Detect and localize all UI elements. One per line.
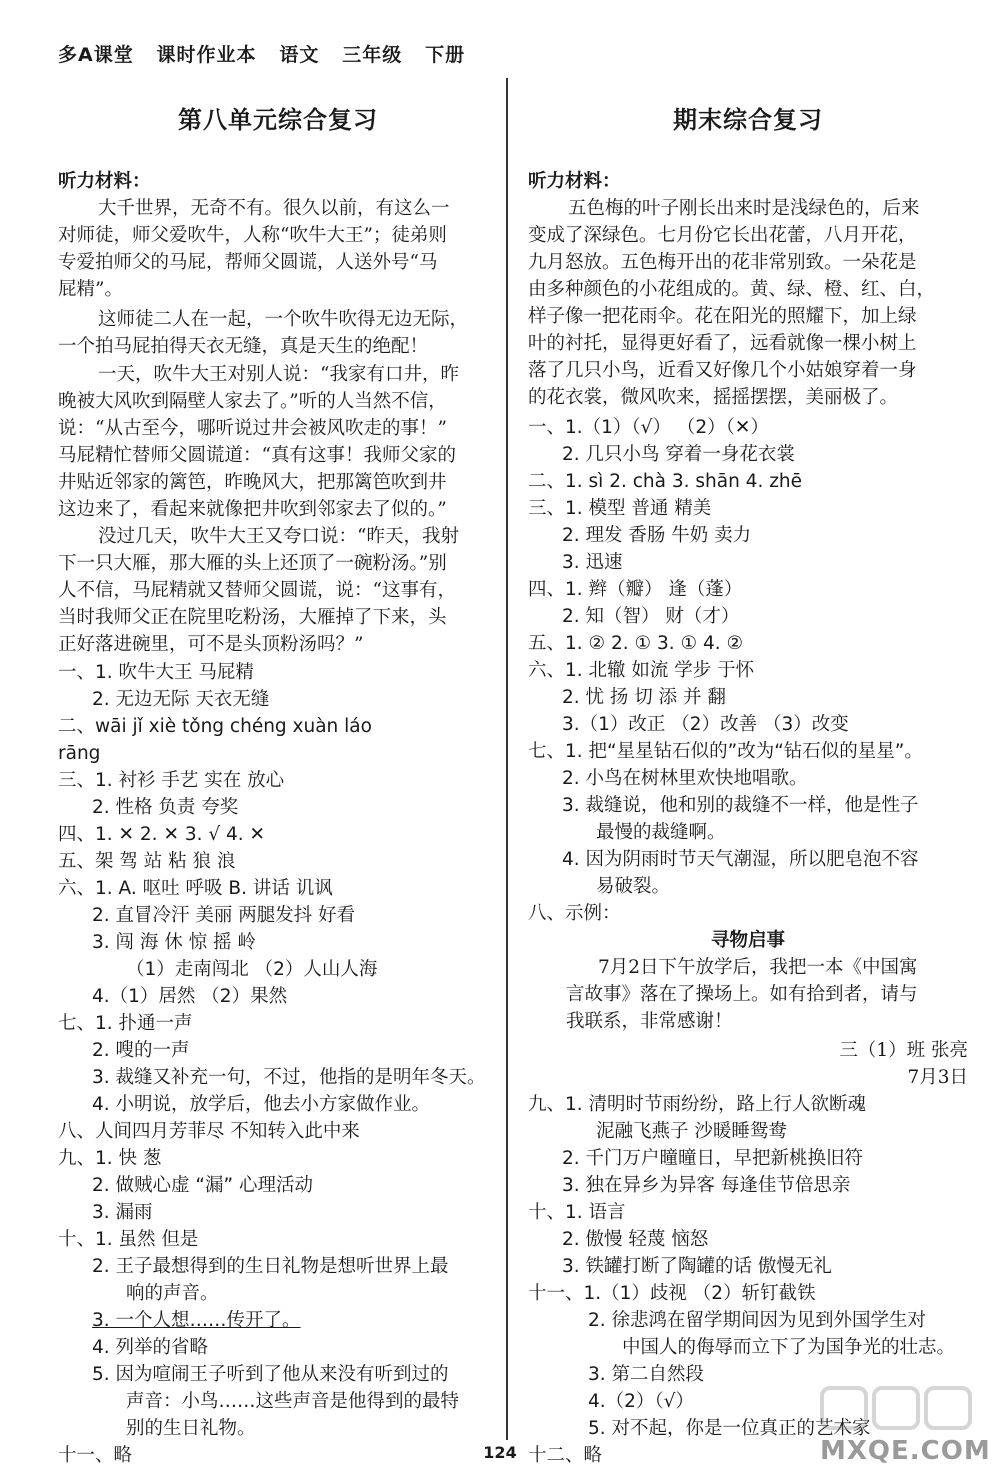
book-header: 多A课堂 课时作业本 语文 三年级 下册 [58, 44, 466, 66]
left-text-line: 3. 漏雨 [92, 1202, 153, 1223]
right-text-line: 4. 因为阴雨时节天气潮湿，所以肥皂泡不容 [562, 849, 919, 870]
right-text-line: 5. 对不起，你是一位真正的艺术家 [588, 1418, 871, 1439]
page-number: 124 [483, 1443, 517, 1462]
watermark-text: MXQE.COM [820, 1436, 991, 1466]
left-text-line: 人不信，马屁精就又替师父圆谎，说：“这事有， [58, 580, 456, 601]
left-text-line: 4.（1）居然 （2）果然 [92, 986, 288, 1007]
left-text-line: 2. 无边无际 天衣无缝 [92, 689, 270, 710]
left-text-line: 专爱拍师父的马屁，帮师父圆谎，人送外号“马 [58, 252, 438, 273]
right-text-line: 3. 独在异乡为异客 每逢佳节倍思亲 [562, 1175, 851, 1196]
right-text-line: 五、1. ② 2. ① 3. ① 4. ② [528, 633, 744, 654]
right-text-line: 四、1. 辫（瓣） 逢（蓬） [528, 579, 743, 600]
left-text-line: 没过几天，吹牛大王又夸口说：“昨天，我射 [98, 526, 459, 547]
left-text-line: 八、人间四月芳菲尽 不知转入此中来 [58, 1121, 360, 1142]
left-text-line: 二、wāi jǐ xiè tǒng chéng xuàn láo [58, 716, 372, 737]
right-text-line: 2. 忧 扬 切 添 并 翻 [562, 687, 726, 708]
left-text-line: rāng [58, 743, 101, 764]
right-text-line: 2. 几只小鸟 穿着一身花衣裳 [562, 444, 795, 465]
left-text-line: 4. 列举的省略 [92, 1337, 209, 1358]
left-text-line: 5. 因为喧闹王子听到了他从来没有听到过的 [92, 1364, 449, 1385]
left-text-line: 下一只大雁，那大雁的头上还顶了一碗粉汤。”别 [58, 553, 447, 574]
left-text-line: 3. 一个人想……传开了。 [92, 1310, 301, 1331]
right-text-line: 八、示例： [528, 903, 621, 924]
right-text-line: 中国人的侮辱而立下了为国争光的壮志。 [622, 1337, 956, 1358]
left-text-line: 九、1. 快 葱 [58, 1148, 162, 1169]
right-text-line: 三（1）班 张亮 [839, 1040, 968, 1061]
left-text-line: 当时我师父正在院里吃粉汤，大雁掉了下来，头 [58, 607, 447, 628]
right-text-line: 最慢的裁缝啊。 [596, 822, 726, 843]
right-text-line: 变成了深绿色。七月份它长出花蕾，八月开花， [528, 225, 917, 246]
left-text-line: 响的声音。 [126, 1283, 219, 1304]
left-text-line: 这边来了，看起来就像把井吹到邻家去了似的。” [58, 499, 447, 520]
right-text-line: 3. 迅速 [562, 552, 623, 573]
right-text-line: 7月2日下午放学后，我把一本《中国寓 [598, 957, 918, 978]
right-text-line: 3. 第二自然段 [588, 1364, 705, 1385]
left-text-line: 晚被大风吹到隔壁人家去了。”听的人当然不信， [58, 391, 447, 412]
right-text-line: 二、1. sì 2. chà 3. shān 4. zhē [528, 471, 803, 492]
left-text-line: 十一、略 [58, 1445, 133, 1466]
right-text-line: 3. 裁缝说，他和别的裁缝不一样，他是性子 [562, 795, 919, 816]
right-text-line: 由多种颜色的小花组成的。黄、绿、橙、红、白， [528, 279, 936, 300]
left-text-line: 五、架 驾 站 粘 狼 浪 [58, 851, 236, 872]
right-text-line: 十二、略 [528, 1445, 603, 1466]
right-text-line: 2. 傲慢 轻蔑 恼怒 [562, 1229, 709, 1250]
left-text-line: 屁精”。 [58, 279, 123, 300]
right-text-line: 九月怒放。五色梅开出的花非常别致。一朵花是 [528, 252, 917, 273]
right-text-line: 九、1. 清明时节雨纷纷，路上行人欲断魂 [528, 1094, 867, 1115]
right-text-line: 叶的衬托，显得更好看了，远看就像一棵小树上 [528, 333, 917, 354]
left-text-line: 正好落进碗里，可不是头顶粉汤吗？” [58, 634, 364, 655]
right-text-line: 我联系，非常感谢！ [566, 1011, 733, 1032]
right-text-line: 言故事》落在了操场上。如有拾到者，请与 [566, 984, 918, 1005]
left-text-line: 井贴近邻家的篱笆，昨晚风大，把那篱笆吹到井 [58, 472, 447, 493]
left-text-line: 七、1. 扑通一声 [58, 1013, 193, 1034]
right-text-line: 2. 徐悲鸿在留学期间因为见到外国学生对 [588, 1310, 927, 1331]
right-text-line: 4.（2）（√） [588, 1391, 694, 1412]
right-text-line: 三、1. 模型 普通 精美 [528, 498, 712, 519]
left-text-line: 2. 做贼心虚 “漏” 心理活动 [92, 1175, 313, 1196]
left-text-line: 4. 小明说，放学后，他去小方家做作业。 [92, 1094, 431, 1115]
left-text-line: （1）走南闯北 （2）人山人海 [126, 959, 378, 980]
right-text-line: 2. 小鸟在树林里欢快地唱歌。 [562, 768, 808, 789]
left-text-line: 大千世界，无奇不有。很久以前，有这么一 [98, 198, 450, 219]
right-text-line: 3.（1）改正 （2）改善 （3）改变 [562, 714, 849, 735]
right-text-line: 六、1. 北辙 如流 学步 于怀 [528, 660, 755, 681]
right-text-line: 易破裂。 [596, 876, 671, 897]
left-text-line: 2. 直冒冷汗 美丽 两腿发抖 好看 [92, 905, 356, 926]
left-text-line: 三、1. 衬衫 手艺 实在 放心 [58, 770, 285, 791]
right-text-line: 3. 铁罐打断了陶罐的话 傲慢无礼 [562, 1256, 832, 1277]
left-text-line: 听力材料： [58, 171, 151, 192]
left-text-line: 3. 闯 海 休 惊 摇 岭 [92, 932, 256, 953]
right-column-title: 期末综合复习 [673, 106, 823, 134]
left-text-line: 四、1. ✕ 2. ✕ 3. √ 4. ✕ [58, 824, 266, 845]
right-text-line: 落了几只小鸟，近看又好像几个小姑娘穿着一身 [528, 360, 917, 381]
right-text-line: 七、1. 把“星星钻石似的”改为“钻石似的星星”。 [528, 741, 923, 762]
right-text-line: 2. 知（智） 财（才） [562, 606, 740, 627]
left-text-line: 这师徒二人在一起，一个吹牛吹得无边无际， [98, 309, 469, 330]
right-text-line: 五色梅的叶子刚长出来时是浅绿色的，后来 [568, 198, 920, 219]
left-text-line: 3. 裁缝又补充一句，不过，他指的是明年冬天。 [92, 1067, 486, 1088]
right-text-line: 2. 理发 香肠 牛奶 卖力 [562, 525, 752, 546]
right-text-line: 泥融飞燕子 沙暖睡鸳鸯 [596, 1121, 787, 1142]
right-text-line: 样子像一把花雨伞。花在阳光的照耀下，加上绿 [528, 306, 917, 327]
right-text-line: 一、1.（1）（√） （2）（✕） [528, 417, 769, 438]
left-text-line: 六、1. A. 呕吐 呼吸 B. 讲话 讥讽 [58, 878, 333, 899]
left-text-line: 一天，吹牛大王对别人说：“我家有口井，昨 [98, 364, 459, 385]
left-text-line: 2. 嗖的一声 [92, 1040, 190, 1061]
left-column-title: 第八单元综合复习 [178, 106, 378, 134]
right-text-line: 7月3日 [907, 1067, 968, 1088]
left-text-line: 声音：小鸟……这些声音是他得到的最特 [126, 1391, 460, 1412]
right-text-line: 十、1. 语言 [528, 1202, 626, 1223]
left-text-line: 一、1. 吹牛大王 马屁精 [58, 662, 254, 683]
right-text-line: 寻物启事 [710, 930, 785, 951]
right-text-line: 的花衣裳，微风吹来，摇摇摆摆，美丽极了。 [528, 387, 899, 408]
right-text-line: 2. 千门万户曈曈日，早把新桃换旧符 [562, 1148, 864, 1169]
left-text-line: 马屁精忙替师父圆谎道：“真有这事！我师父家的 [58, 445, 456, 466]
column-divider [506, 78, 508, 1440]
right-text-line: 十一、1.（1）歧视 （2）斩钉截铁 [528, 1283, 816, 1304]
left-text-line: 别的生日礼物。 [126, 1418, 256, 1439]
left-text-line: 说：“从古至今，哪听说过井会被风吹走的事！” [58, 418, 447, 439]
left-text-line: 十、1. 虽然 但是 [58, 1229, 199, 1250]
left-text-line: 一个拍马屁拍得天衣无缝，真是天生的绝配！ [58, 336, 429, 357]
right-text-line: 听力材料： [528, 171, 621, 192]
left-text-line: 对师徒，师父爱吹牛，人称“吹牛大王”；徒弟则 [58, 225, 447, 246]
left-text-line: 2. 性格 负责 夸奖 [92, 797, 239, 818]
left-text-line: 2. 王子最想得到的生日礼物是想听世界上最 [92, 1256, 449, 1277]
